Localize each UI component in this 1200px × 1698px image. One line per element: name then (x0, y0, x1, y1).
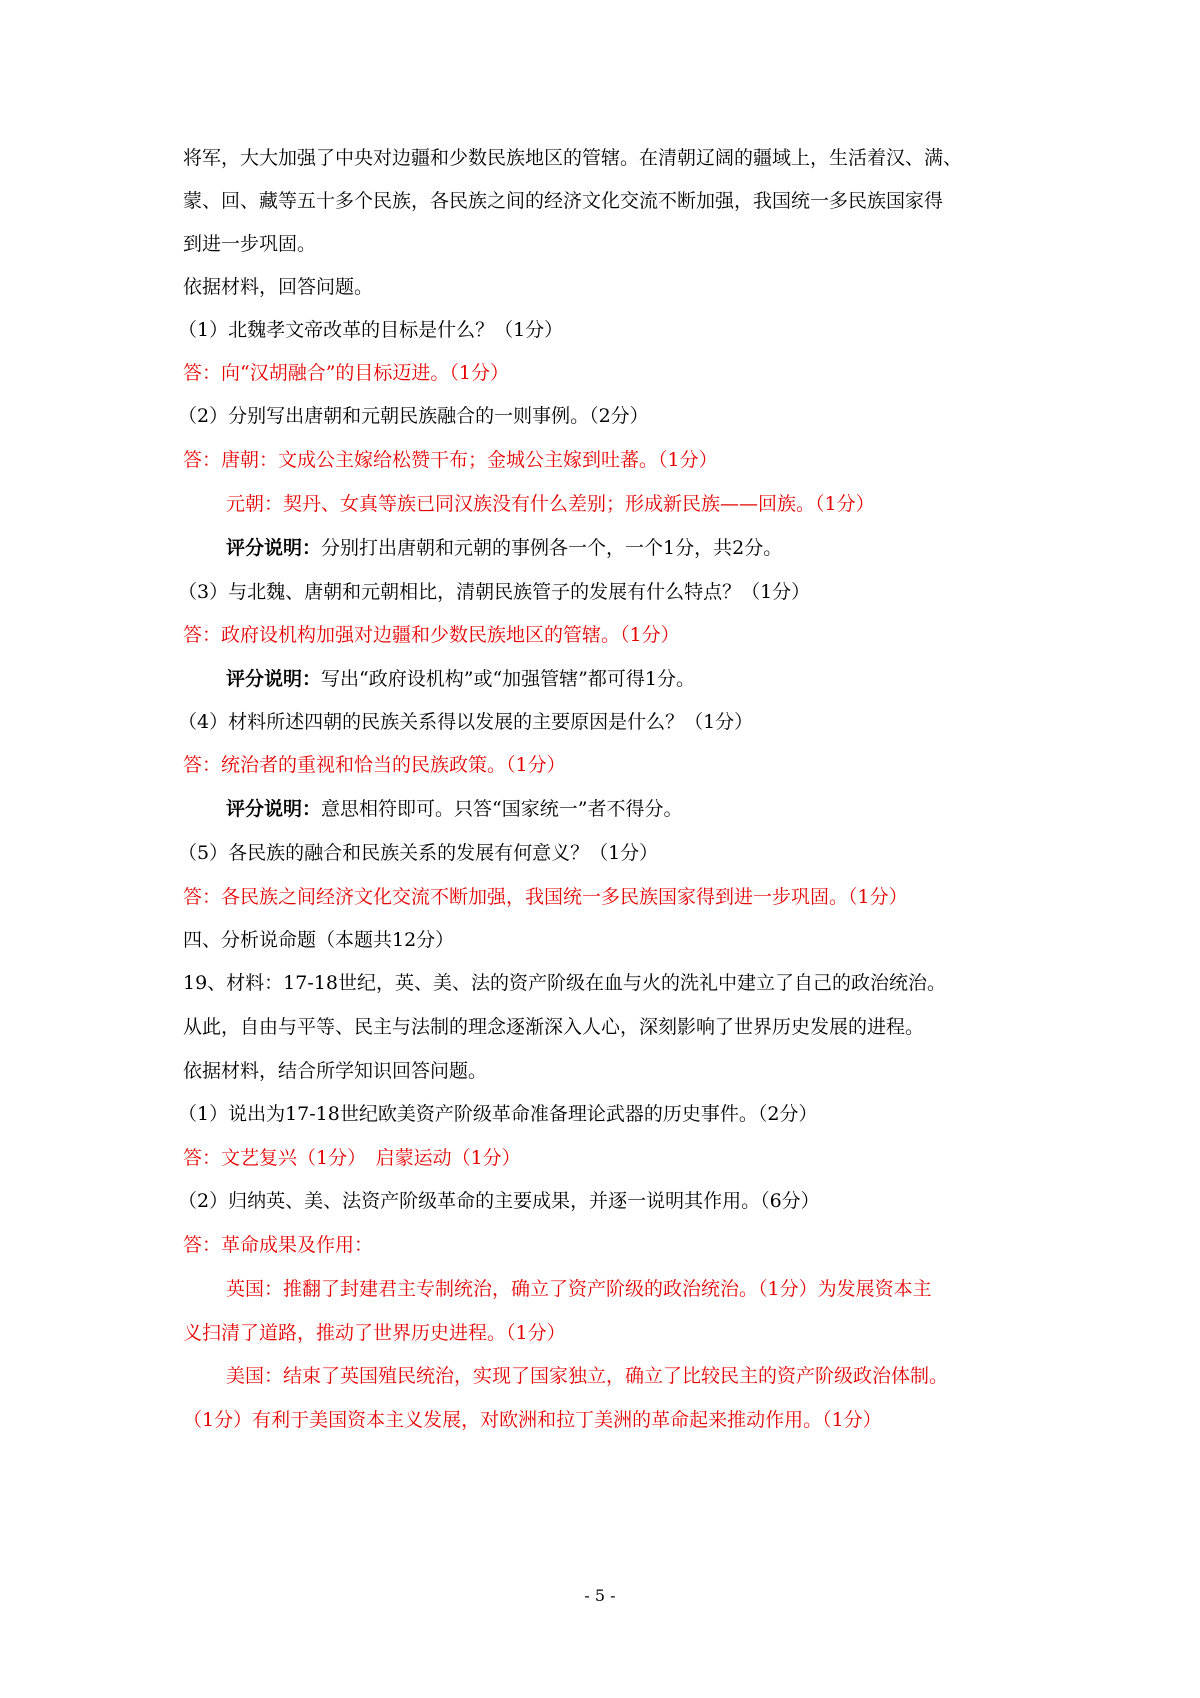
answer-19-2-usa: 美国：结束了英国殖民统治，实现了国家独立，确立了比较民主的资产阶级政治体制。 (226, 1365, 949, 1387)
scoring-note-label: 评分说明： (226, 537, 322, 559)
question-2: （2）分别写出唐朝和元朝民族融合的一则事例。（2分） (178, 405, 649, 427)
question-4: （4）材料所述四朝的民族关系得以发展的主要原因是什么？（1分） (178, 711, 754, 733)
question-19-1: （1）说出为17-18世纪欧美资产阶级革命准备理论武器的历史事件。（2分） (178, 1103, 818, 1125)
answer-4: 答：统治者的重视和恰当的民族政策。（1分） (183, 754, 566, 776)
answer-5: 答：各民族之间经济文化交流不断加强，我国统一多民族国家得到进一步巩固。（1分） (183, 886, 908, 908)
answer-19-1: 答：文艺复兴（1分） 启蒙运动（1分） (183, 1147, 521, 1169)
question-1: （1）北魏孝文帝改革的目标是什么？（1分） (178, 319, 564, 341)
scoring-note-label: 评分说明： (226, 668, 322, 690)
answer-3: 答：政府设机构加强对边疆和少数民族地区的管辖。（1分） (183, 624, 680, 646)
scoring-note-text: 写出“政府设机构”或“加强管辖”都可得1分。 (321, 668, 695, 690)
instruction-line: 依据材料，结合所学知识回答问题。 (183, 1060, 488, 1082)
paragraph-line: 到进一步巩固。 (183, 233, 317, 255)
paragraph-line: 将军，大大加强了中央对边疆和少数民族地区的管辖。在清朝辽阔的疆域上，生活着汉、满、 (183, 147, 963, 169)
question-19-2: （2）归纳英、美、法资产阶级革命的主要成果，并逐一说明其作用。（6分） (178, 1190, 820, 1212)
material-line: 19、材料：17-18世纪，英、美、法的资产阶级在血与火的洗礼中建立了自己的政治统治。 (183, 972, 946, 994)
page-number: - 5 - (584, 1586, 616, 1605)
answer-19-2-usa-cont: （1分）有利于美国资本主义发展，对欧洲和拉丁美洲的革命起来推动作用。（1分） (183, 1409, 882, 1431)
scoring-note-4 (226, 794, 1086, 824)
answer-19-2-england-cont: 义扫清了道路，推动了世界历史进程。（1分） (183, 1322, 566, 1344)
scoring-note-label: 评分说明： (226, 798, 322, 820)
scoring-note-3 (226, 664, 1086, 694)
answer-1: 答：向“汉胡融合”的目标迈进。（1分） (183, 362, 510, 384)
answer-19-2-heading: 答：革命成果及作用： (183, 1234, 374, 1256)
answer-2-tang: 答：唐朝：文成公主嫁给松赞干布；金城公主嫁到吐蕃。（1分） (183, 449, 718, 471)
material-line: 从此，自由与平等、民主与法制的理念逐渐深入人心，深刻影响了世界历史发展的进程。 (183, 1016, 925, 1038)
instruction-line: 依据材料，回答问题。 (183, 276, 374, 298)
question-5: （5）各民族的融合和民族关系的发展有何意义？（1分） (178, 842, 659, 864)
answer-19-2-england: 英国：推翻了封建君主专制统治，确立了资产阶级的政治统治。（1分）为发展资本主 (226, 1278, 932, 1300)
section-heading: 四、分析说命题（本题共12分） (183, 929, 455, 951)
scoring-note-text: 意思相符即可。只答“国家统一”者不得分。 (321, 798, 683, 820)
scoring-note-2 (226, 533, 1086, 563)
question-3: （3）与北魏、唐朝和元朝相比，清朝民族管子的发展有什么特点？（1分） (178, 581, 811, 603)
answer-2-yuan: 元朝：契丹、女真等族已同汉族没有什么差别；形成新民族——回族。（1分） (226, 493, 875, 515)
paragraph-line: 蒙、回、藏等五十多个民族，各民族之间的经济文化交流不断加强，我国统一多民族国家得 (183, 190, 944, 212)
scoring-note-text: 分别打出唐朝和元朝的事例各一个，一个1分，共2分。 (321, 537, 783, 559)
